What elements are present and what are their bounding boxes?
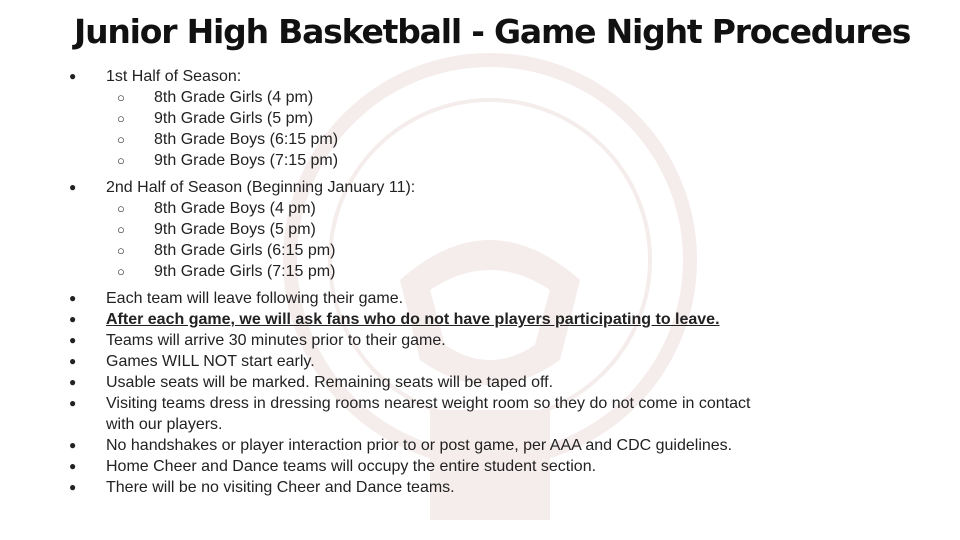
second-half-label: 2nd Half of Season (Beginning January 11): <box>106 179 416 196</box>
hollow-bullet-icon: ○ <box>117 243 125 258</box>
slide-title: Junior High Basketball - Game Night Procedures <box>74 12 911 51</box>
procedure-text: Usable seats will be marked. Remaining seats will be taped off. <box>106 374 554 391</box>
bullet-icon: ● <box>69 291 77 305</box>
hollow-bullet-icon: ○ <box>117 201 125 216</box>
list-item-schedule <box>0 129 960 150</box>
list-item-schedule <box>0 150 960 171</box>
list-item-second-half <box>0 177 960 198</box>
list-item-first-half <box>0 66 960 87</box>
list-item-procedure <box>0 351 960 372</box>
list-item-schedule <box>0 219 960 240</box>
schedule-entry: 8th Grade Boys (4 pm) <box>154 200 316 217</box>
schedule-entry: 8th Grade Girls (4 pm) <box>154 89 314 106</box>
bullet-icon: ● <box>69 180 77 194</box>
bullet-icon: ● <box>69 459 77 473</box>
procedure-text: No handshakes or player interaction prior to or post game, per AAA and CDC guidelines. <box>106 437 733 454</box>
bullet-icon: ● <box>69 312 77 326</box>
procedure-text: There will be no visiting Cheer and Dance teams. <box>106 479 455 496</box>
first-half-label: 1st Half of Season: <box>106 68 242 85</box>
procedure-text-emphasized: After each game, we will ask fans who do not have players participating to leave. <box>106 311 720 328</box>
list-item-procedure <box>0 393 960 435</box>
bullet-icon: ● <box>69 375 77 389</box>
schedule-entry: 9th Grade Boys (5 pm) <box>154 221 316 238</box>
list-item-procedure <box>0 372 960 393</box>
procedure-text: Teams will arrive 30 minutes prior to their game. <box>106 332 446 349</box>
procedures-list <box>0 66 960 498</box>
list-item-schedule <box>0 240 960 261</box>
schedule-entry: 8th Grade Boys (6:15 pm) <box>154 131 339 148</box>
bullet-icon: ● <box>69 396 77 410</box>
list-item-schedule <box>0 261 960 282</box>
schedule-entry: 8th Grade Girls (6:15 pm) <box>154 242 336 259</box>
list-item-procedure <box>0 435 960 456</box>
list-item-procedure <box>0 309 960 330</box>
procedure-text: Games WILL NOT start early. <box>106 353 315 370</box>
procedure-text: Visiting teams dress in dressing rooms nearest weight room so they do not come in contact <box>106 395 751 412</box>
bullet-icon: ● <box>69 69 77 83</box>
hollow-bullet-icon: ○ <box>117 111 125 126</box>
bullet-icon: ● <box>69 354 77 368</box>
bullet-icon: ● <box>69 438 77 452</box>
hollow-bullet-icon: ○ <box>117 222 125 237</box>
schedule-entry: 9th Grade Girls (7:15 pm) <box>154 263 336 280</box>
hollow-bullet-icon: ○ <box>117 264 125 279</box>
list-item-schedule <box>0 198 960 219</box>
list-item-procedure <box>0 477 960 498</box>
list-item-procedure <box>0 456 960 477</box>
list-item-procedure <box>0 288 960 309</box>
list-item-procedure <box>0 330 960 351</box>
procedure-text: Each team will leave following their game. <box>106 290 404 307</box>
procedure-text: Home Cheer and Dance teams will occupy the entire student section. <box>106 458 597 475</box>
list-item-schedule <box>0 87 960 108</box>
bullet-icon: ● <box>69 333 77 347</box>
procedure-text-continued: with our players. <box>106 416 223 433</box>
schedule-entry: 9th Grade Girls (5 pm) <box>154 110 314 127</box>
hollow-bullet-icon: ○ <box>117 132 125 147</box>
hollow-bullet-icon: ○ <box>117 153 125 168</box>
list-item-schedule <box>0 108 960 129</box>
hollow-bullet-icon: ○ <box>117 90 125 105</box>
schedule-entry: 9th Grade Boys (7:15 pm) <box>154 152 339 169</box>
bullet-icon: ● <box>69 480 77 494</box>
